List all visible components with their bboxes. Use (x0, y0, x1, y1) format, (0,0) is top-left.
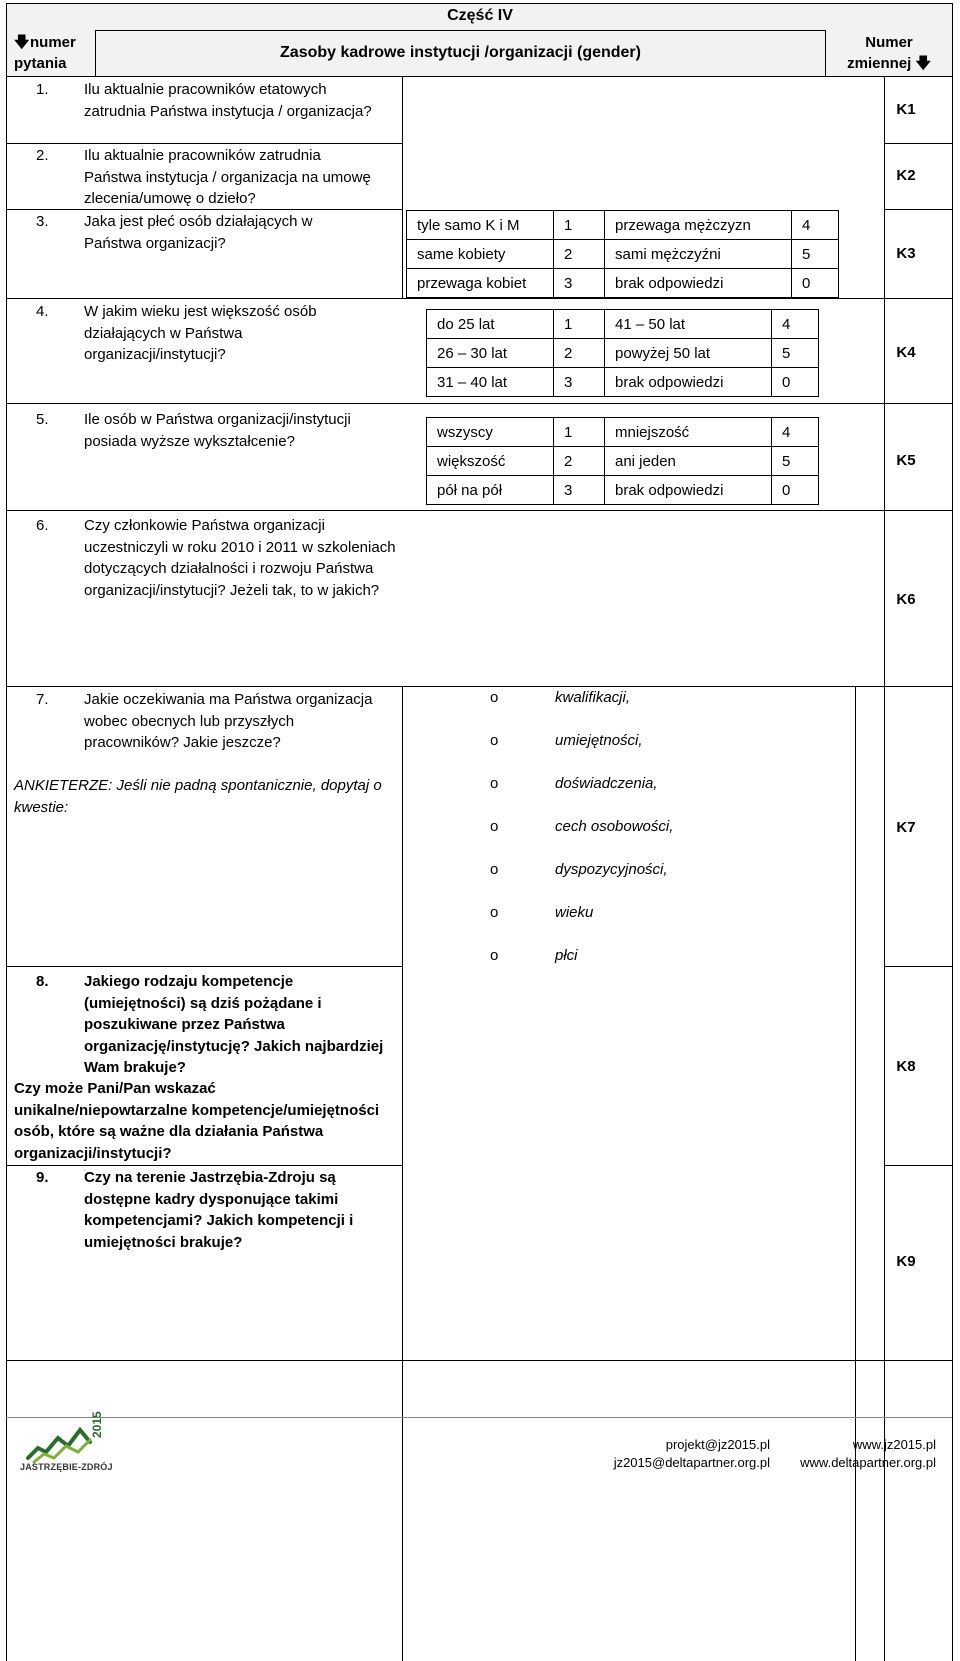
logo-year: 2015 (90, 1411, 104, 1438)
question-7: 7. Jakie oczekiwania ma Państwa organizacja wobec obecnych lub przyszłych pracowników? Jakie jeszcze? (36, 689, 396, 755)
question-8: 8. Jakiego rodzaju kompetencje (umiejętności) są dziś pożądane i poszukiwane przez Państwa organizację/instytucję? Jakich najbardziej Wam brakuje? (36, 971, 396, 1076)
contact-email-1[interactable]: projekt@jz2015.pl (665, 1437, 770, 1452)
question-text: Jakiego rodzaju kompetencje (umiejętności) są dziś pożądane i poszukiwane przez Państwa organizację/instytucję? Jakich najbardziej Wam brakuje? (84, 973, 384, 1076)
answer-options-table: do 25 lat 1 41 – 50 lat 4 26 – 30 lat 2 powyżej 50 lat 5 31 – 40 lat 3 brak odpowiedzi 0 (426, 309, 819, 397)
variable-code: K7 (896, 819, 916, 836)
variable-code: K1 (896, 101, 916, 118)
variable-code: K3 (896, 245, 916, 262)
question-4: 4. W jakim wieku jest większość osób działających w Państwa organizacji/instytucji? (36, 301, 376, 371)
question-6: 6. Czy członkowie Państwa organizacji uczestniczyli w roku 2010 i 2011 w szkoleniach dotyczących działalności i rozwoju Państwa organizacji/instytucji? Jeżeli tak, to w jakich? (36, 515, 416, 625)
section-subtitle: Zasoby kadrowe instytucji /organizacji (gender) (280, 44, 641, 61)
question-5: 5. Ile osób w Państwa organizacji/instytucji posiada wyższe wykształcenie? (36, 409, 396, 459)
question-2: 2. Ilu aktualnie pracowników zatrudnia Państwa instytucja / organizacja na umowę zlecenia/umowę o dzieło? (36, 145, 376, 209)
question-text: Ile osób w Państwa organizacji/instytucji posiada wyższe wykształcenie? (84, 411, 351, 450)
variable-code: K2 (896, 167, 916, 184)
variable-code: K6 (896, 591, 916, 608)
question-text: Ilu aktualnie pracowników zatrudnia Państwa instytucja / organizacja na umowę zlecenia/umowę o dzieło? (84, 147, 371, 207)
website-link-2[interactable]: www.deltapartner.org.pl (800, 1455, 936, 1470)
variable-code: K8 (896, 1058, 916, 1075)
question-text: Jaka jest płeć osób działających w Państwa organizacji? (84, 213, 313, 252)
variable-code: K9 (896, 1253, 916, 1270)
answer-options-table: tyle samo K i M 1 przewaga mężczyzn 4 same kobiety 2 sami mężczyźni 5 przewaga kobiet 3 brak odpowiedzi 0 (406, 210, 839, 298)
variable-code: K4 (896, 344, 916, 361)
website-link-1[interactable]: www.jz2015.pl (852, 1437, 936, 1452)
variable-code: K5 (896, 452, 916, 469)
question-text: Jakie oczekiwania ma Państwa organizacja wobec obecnych lub przyszłych pracowników? Jakie jeszcze? (84, 691, 373, 751)
question-3: 3. Jaka jest płeć osób działających w Państwa organizacji? (36, 211, 376, 261)
interviewer-note: ANKIETERZE: Jeśli nie padną spontanicznie, dopytaj o kwestie: (14, 777, 382, 816)
question-text: Czy na terenie Jastrzębia-Zdroju są dostępne kadry dysponujące takimi kompetencjami? Jakich kompetencji i umiejętności brakuje? (84, 1169, 354, 1251)
column-label-question-number: 🡇numer pytania (14, 34, 76, 72)
answer-options-table: wszyscy 1 mniejszość 4 większość 2 ani jeden 5 pół na pół 3 brak odpowiedzi 0 (426, 417, 819, 505)
question-8-followup: Czy może Pani/Pan wskazać unikalne/niepowtarzalne kompetencje/umiejętności osób, które są ważne dla działania Państwa organizacji/instytucji? (14, 1080, 380, 1162)
question-text: W jakim wieku jest większość osób działających w Państwa organizacji/instytucji? (84, 303, 317, 363)
question-text: Ilu aktualnie pracowników etatowych zatrudnia Państwa instytucja / organizacja? (84, 81, 372, 120)
question-text: Czy członkowie Państwa organizacji uczestniczyli w roku 2010 i 2011 w szkoleniach dotyczących działalności i rozwoju Państwa organizacji/instytucji? Jeżeli tak, to w jakich? (84, 517, 396, 599)
city-logo (20, 1411, 130, 1475)
arrow-down-icon: 🡇 (14, 34, 30, 51)
bullet-list: o kwalifikacji, o umiejętności, o doświadczenia, o cech osobowości, o dyspozycyjności, o wieku o płci (490, 689, 674, 964)
arrow-down-icon: 🡇 (915, 55, 931, 72)
part-title: Część IV (447, 7, 513, 24)
column-label-variable-number: Numer zmiennej 🡇 (847, 34, 931, 72)
question-9: 9. Czy na terenie Jastrzębia-Zdroju są dostępne kadry dysponujące takimi kompetencjami? Jakich kompetencji i umiejętności brakuje? (36, 1167, 396, 1257)
logo-city-name: JASTRZĘBIE-ZDRÓJ (20, 1462, 113, 1472)
question-1: 1. Ilu aktualnie pracowników etatowych zatrudnia Państwa instytucja / organizacja? (36, 79, 376, 143)
contact-email-2[interactable]: jz2015@deltapartner.org.pl (613, 1455, 770, 1470)
